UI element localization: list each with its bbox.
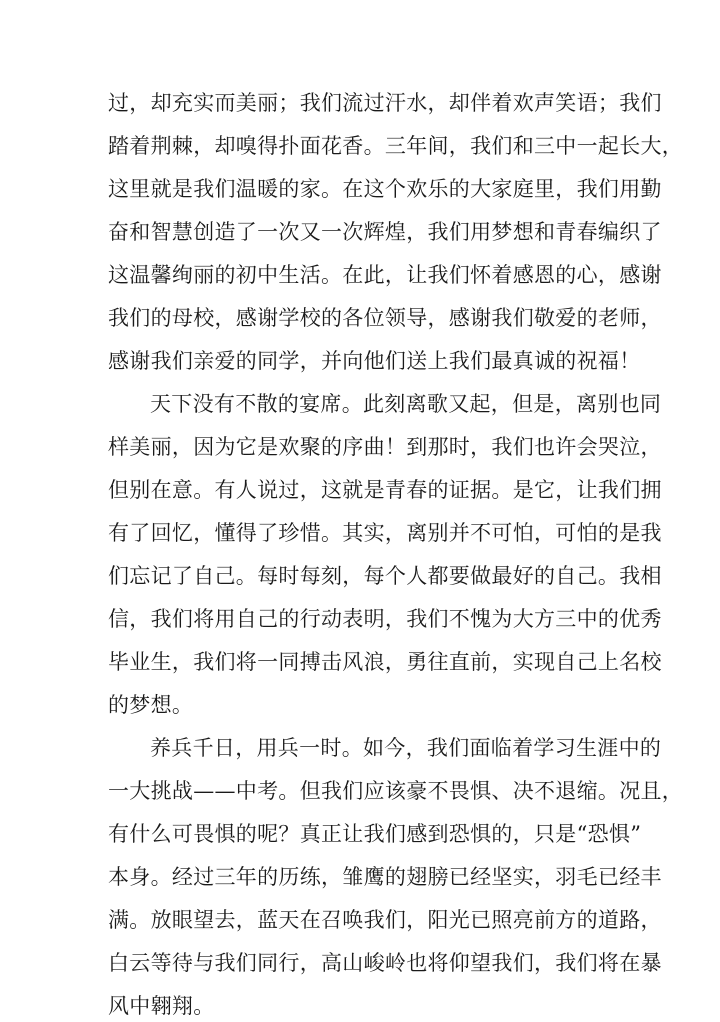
text-line: 信，我们将用自己的行动表明，我们不愧为大方三中的优秀 [108, 607, 662, 631]
text-line: 白云等待与我们同行，高山峻岭也将仰望我们，我们将在暴 [108, 951, 662, 975]
text-line: 有什么可畏惧的呢？真正让我们感到恐惧的，只是“恐惧” [108, 822, 642, 846]
text-line: 我们的母校，感谢学校的各位领导，感谢我们敬爱的老师， [108, 306, 662, 330]
text-line: 一大挑战——中考。但我们应该豪不畏惧、决不退缩。况且， [108, 779, 684, 803]
text-line: 天下没有不散的宴席。此刻离歌又起，但是，离别也同 [150, 392, 662, 416]
text-line: 这里就是我们温暖的家。在这个欢乐的大家庭里，我们用勤 [108, 177, 662, 201]
text-line: 满。放眼望去，蓝天在召唤我们，阳光已照亮前方的道路， [108, 908, 662, 932]
text-line: 这温馨绚丽的初中生活。在此，让我们怀着感恩的心，感谢 [108, 263, 662, 287]
text-line: 毕业生，我们将一同搏击风浪，勇往直前，实现自己上名校 [108, 650, 662, 674]
text-line: 风中翱翔。 [108, 994, 215, 1018]
text-line: 养兵千日，用兵一时。如今，我们面临着学习生涯中的 [150, 736, 662, 760]
text-line: 样美丽，因为它是欢聚的序曲！到那时，我们也许会哭泣， [108, 435, 662, 459]
text-line: 有了回忆，懂得了珍惜。其实，离别并不可怕，可怕的是我 [108, 521, 662, 545]
text-line: 的梦想。 [108, 693, 194, 717]
text-line: 们忘记了自己。每时每刻，每个人都要做最好的自己。我相 [108, 564, 662, 588]
text-line: 踏着荆棘，却嗅得扑面花香。三年间，我们和三中一起长大， [108, 134, 684, 158]
text-line: 但别在意。有人说过，这就是青春的证据。是它，让我们拥 [108, 478, 662, 502]
text-line: 过，却充实而美丽；我们流过汗水，却伴着欢声笑语；我们 [108, 91, 662, 115]
text-line: 本身。经过三年的历练，雏鹰的翅膀已经坚实，羽毛已经丰 [108, 865, 662, 889]
text-line: 奋和智慧创造了一次又一次辉煌，我们用梦想和青春编织了 [108, 220, 662, 244]
text-line: 感谢我们亲爱的同学，并向他们送上我们最真诚的祝福！ [108, 349, 641, 373]
